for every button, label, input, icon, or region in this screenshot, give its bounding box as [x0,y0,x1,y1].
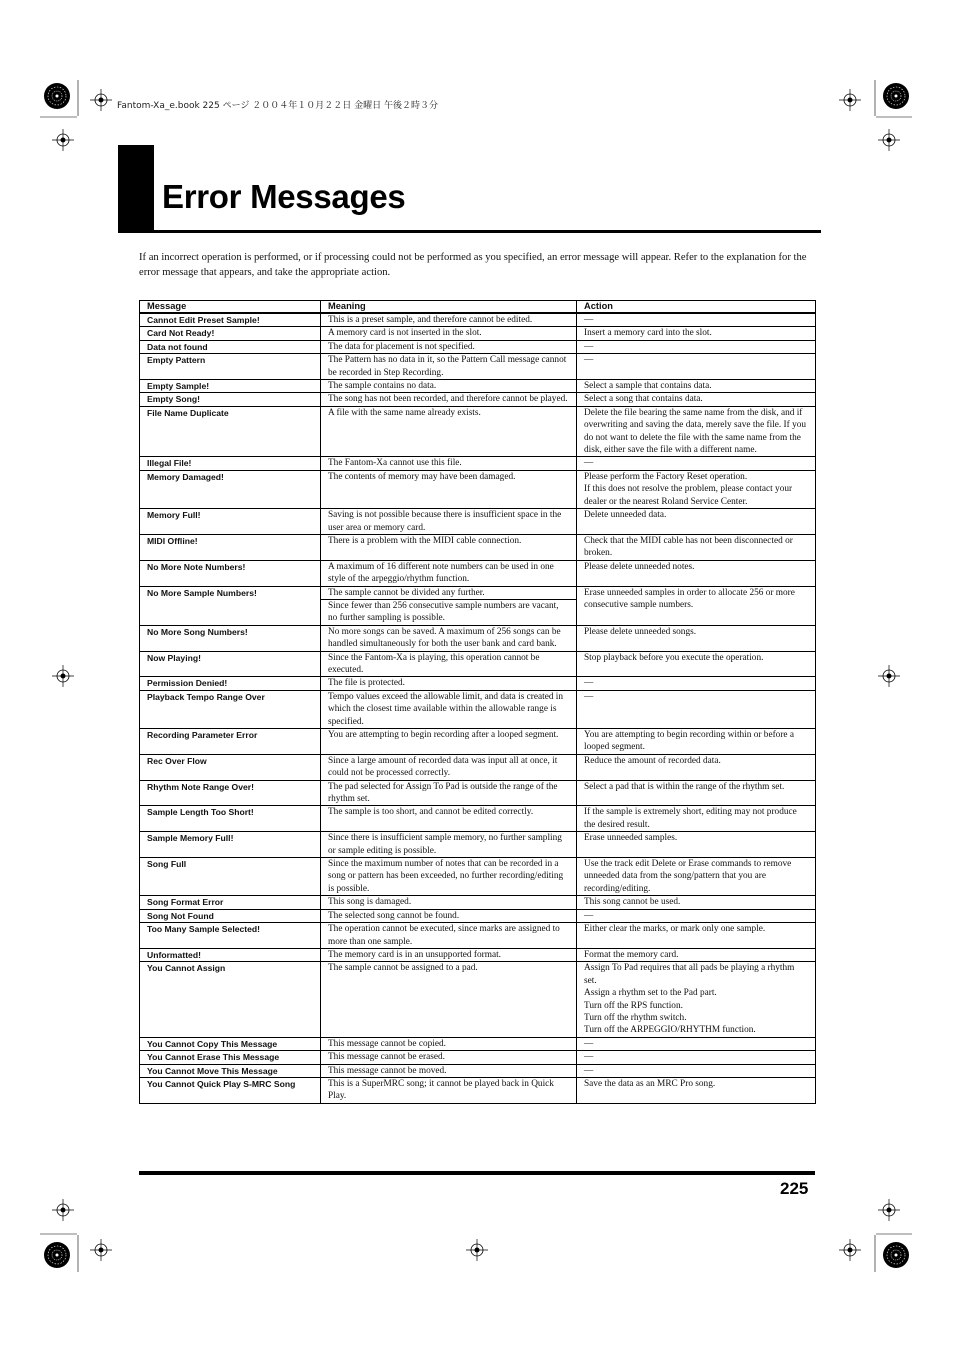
table-row [140,457,816,470]
table-row [140,909,816,922]
message-cell: Recording Parameter Error [140,729,321,755]
meaning-cell: The Pattern has no data in it, so the Pattern Call message cannot be recorded in Step Recording. [321,354,577,380]
message-cell: Empty Sample! [140,380,321,393]
meaning-cell: This message cannot be moved. [321,1064,577,1077]
action-cell: Stop playback before you execute the operation. [577,651,816,677]
book-file-info: Fantom-Xa_e.book 225 ページ ２００４年１０月２２日 金曜日 午後２時３分 [117,101,438,111]
action-cell: — [577,313,816,327]
meaning-cell: The sample contains no data. [321,380,577,393]
action-cell: Please perform the Factory Reset operation. If this does not resolve the problem, please contact your dealer or the nearest Roland Service Center. [577,470,816,508]
message-cell: Cannot Edit Preset Sample! [140,313,321,327]
message-cell: Song Not Found [140,909,321,922]
table-row [140,625,816,651]
action-cell: Insert a memory card into the slot. [577,327,816,340]
table-row [140,690,816,728]
meaning-cell: The data for placement is not specified. [321,340,577,353]
message-cell: Empty Song! [140,393,321,406]
action-cell: — [577,354,816,380]
table-row [140,509,816,535]
meaning-cell: This song is damaged. [321,896,577,909]
meaning-sub-cell: The sample cannot be divided any further. [328,587,485,598]
table-row [140,327,816,340]
meaning-cell: The memory card is in an unsupported format. [321,948,577,961]
action-cell: Reduce the amount of recorded data. [577,754,816,780]
table-row [140,340,816,353]
action-cell: This song cannot be used. [577,896,816,909]
table-row [140,948,816,961]
column-header-action: Action [577,301,816,314]
action-cell: Please delete unneeded notes. [577,560,816,586]
table-row [140,651,816,677]
table-row [140,1077,816,1103]
table-row [140,534,816,560]
message-cell: Playback Tempo Range Over [140,690,321,728]
table-row [140,962,816,1037]
message-cell: No More Note Numbers! [140,560,321,586]
page-title: Error Messages [162,178,406,215]
action-cell: — [577,909,816,922]
table-row [140,1064,816,1077]
table-row [140,313,816,327]
meaning-cell: Since the Fantom-Xa is playing, this operation cannot be executed. [321,651,577,677]
message-cell: You Cannot Assign [140,962,321,1037]
action-cell: Save the data as an MRC Pro song. [577,1077,816,1103]
action-cell: Erase unneeded samples. [577,832,816,858]
meaning-cell: Since a large amount of recorded data was input all at once, it could not be processed correctly. [321,754,577,780]
table-row [140,560,816,586]
table-row [140,923,816,949]
meaning-cell: Since there is insufficient sample memory, no further sampling or sample editing is possible. [321,832,577,858]
table-row [140,780,816,806]
action-cell: Select a sample that contains data. [577,380,816,393]
table-body [140,313,816,1103]
message-cell: Permission Denied! [140,677,321,690]
action-cell: Use the track edit Delete or Erase commands to remove unneeded data from the song/pattern that you are recording/editing. [577,858,816,896]
column-header-meaning: Meaning [321,301,577,314]
meaning-cell: Since the maximum number of notes that can be recorded in a song or pattern has been exceeded, no further recording/editing is possible. [321,858,577,896]
message-cell: No More Song Numbers! [140,625,321,651]
table-row [140,406,816,457]
meaning-cell: The file is protected. [321,677,577,690]
message-cell: Memory Full! [140,509,321,535]
message-cell: Sample Length Too Short! [140,806,321,832]
action-cell: You are attempting to begin recording within or before a looped segment. [577,729,816,755]
message-cell: Song Full [140,858,321,896]
meaning-cell: A memory card is not inserted in the slot. [321,327,577,340]
meaning-cell: A maximum of 16 different note numbers can be used in one style of the arpeggio/rhythm function. [321,560,577,586]
action-cell: Erase unneeded samples in order to allocate 256 or more consecutive sample numbers. [577,586,816,625]
corner-star-mark-top-left [44,83,70,109]
table-row [140,586,816,625]
message-cell: Data not found [140,340,321,353]
message-cell: MIDI Offline! [140,534,321,560]
meaning-cell: The sample is too short, and cannot be edited correctly. [321,806,577,832]
message-cell: Memory Damaged! [140,470,321,508]
meaning-cell: Tempo values exceed the allowable limit, and data is created in which the closest time available within the allowable range is specified. [321,690,577,728]
action-cell: — [577,457,816,470]
message-cell: Rhythm Note Range Over! [140,780,321,806]
action-cell: Delete unneeded data. [577,509,816,535]
message-cell: Song Format Error [140,896,321,909]
action-cell: — [577,1064,816,1077]
action-cell: — [577,1051,816,1064]
meaning-cell: The song has not been recorded, and therefore cannot be played. [321,393,577,406]
action-cell: Select a song that contains data. [577,393,816,406]
meaning-cell: The contents of memory may have been damaged. [321,470,577,508]
message-cell: Card Not Ready! [140,327,321,340]
meaning-cell: The selected song cannot be found. [321,909,577,922]
message-cell: Now Playing! [140,651,321,677]
meaning-cell: The operation cannot be executed, since marks are assigned to more than one sample. [321,923,577,949]
column-header-message: Message [140,301,321,314]
table-row [140,729,816,755]
meaning-cell: The Fantom-Xa cannot use this file. [321,457,577,470]
action-cell: If the sample is extremely short, editing may not produce the desired result. [577,806,816,832]
corner-star-mark-bottom-left [44,1242,70,1268]
table-row [140,1051,816,1064]
meaning-cell: A file with the same name already exists. [321,406,577,457]
meaning-cell: The pad selected for Assign To Pad is outside the range of the rhythm set. [321,780,577,806]
table-row [140,1037,816,1050]
meaning-cell: No more songs can be saved. A maximum of 256 songs can be handled simultaneously for both the user bank and card bank. [321,625,577,651]
meaning-cell: This is a preset sample, and therefore cannot be edited. [321,313,577,327]
meaning-cell: Saving is not possible because there is insufficient space in the user area or memory card. [321,509,577,535]
table-row [140,380,816,393]
action-cell: Format the memory card. [577,948,816,961]
meaning-sub-cell: Since fewer than 256 consecutive sample numbers are vacant, no further sampling is possible. [321,599,576,625]
error-messages-table [139,300,815,1104]
message-cell: Sample Memory Full! [140,832,321,858]
message-cell: You Cannot Move This Message [140,1064,321,1077]
corner-star-mark-top-right [883,83,909,109]
message-cell: No More Sample Numbers! [140,586,321,625]
message-cell: Illegal File! [140,457,321,470]
message-cell: You Cannot Quick Play S-MRC Song [140,1077,321,1103]
intro-paragraph: If an incorrect operation is performed, or if processing could not be performed as you specified, an error message will appear. Refer to the explanation for the error message that appears, and take the appropriate action. [139,252,807,278]
table-header-row [140,301,816,314]
meaning-cell: This is a SuperMRC song; it cannot be played back in Quick Play. [321,1077,577,1103]
message-cell: File Name Duplicate [140,406,321,457]
message-cell: You Cannot Erase This Message [140,1051,321,1064]
table-row [140,393,816,406]
title-accent-block [118,145,154,233]
table-row [140,858,816,896]
action-cell: Check that the MIDI cable has not been disconnected or broken. [577,534,816,560]
table-row [140,677,816,690]
table-row [140,806,816,832]
action-cell: Delete the file bearing the same name from the disk, and if overwriting and saving the data, merely save the file. If you do not want to delete the file with the same name from the disk, either save the file with a different name. [577,406,816,457]
action-cell: Select a pad that is within the range of the rhythm set. [577,780,816,806]
message-cell: Too Many Sample Selected! [140,923,321,949]
meaning-cell: This message cannot be erased. [321,1051,577,1064]
action-cell: — [577,1037,816,1050]
footer-rule [139,1171,815,1175]
corner-star-mark-bottom-right [883,1242,909,1268]
action-cell: — [577,340,816,353]
action-cell: — [577,677,816,690]
message-cell: Empty Pattern [140,354,321,380]
table-row [140,354,816,380]
meaning-cell [321,586,577,625]
table-row [140,896,816,909]
message-cell: Rec Over Flow [140,754,321,780]
meaning-cell: You are attempting to begin recording after a looped segment. [321,729,577,755]
action-cell: — [577,690,816,728]
action-cell: Assign To Pad requires that all pads be playing a rhythm set. Assign a rhythm set to the Pad part. Turn off the RPS function. Turn off the rhythm switch. Turn off the ARPEGGIO/RHYTHM function. [577,962,816,1037]
table-row [140,470,816,508]
table-row [140,832,816,858]
meaning-cell: This message cannot be copied. [321,1037,577,1050]
meaning-cell: There is a problem with the MIDI cable connection. [321,534,577,560]
meaning-cell: The sample cannot be assigned to a pad. [321,962,577,1037]
action-cell: Either clear the marks, or mark only one sample. [577,923,816,949]
action-cell: Please delete unneeded songs. [577,625,816,651]
title-rule [118,230,821,233]
message-cell: You Cannot Copy This Message [140,1037,321,1050]
table-row [140,754,816,780]
message-cell: Unformatted! [140,948,321,961]
page-number: 225 [780,1179,809,1198]
